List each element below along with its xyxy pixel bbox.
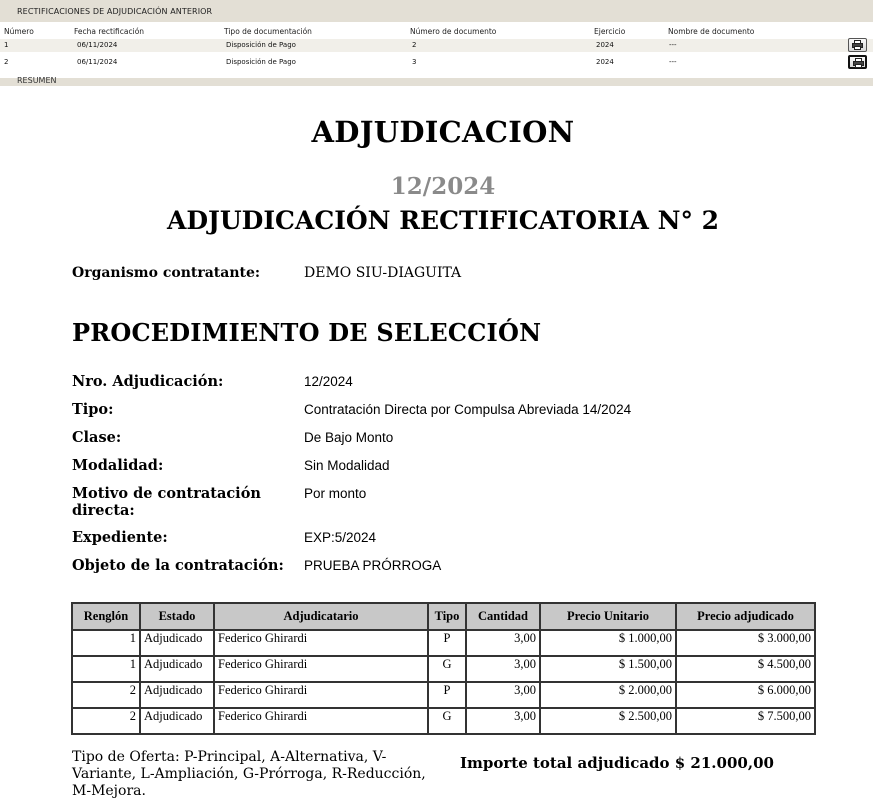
row-ejercicio: 2024 <box>596 41 614 49</box>
organismo-value: DEMO SIU-DIAGUITA <box>304 265 462 281</box>
col-adjudicatario: Adjudicatario <box>214 603 428 630</box>
table-row <box>0 39 873 52</box>
cell-precio-unitario: $ 2.500,00 <box>540 708 676 734</box>
resumen-label: RESUMEN <box>17 76 57 85</box>
cell-renglon: 2 <box>72 708 140 734</box>
row-ejercicio: 2024 <box>596 58 614 66</box>
col-ejercicio: Ejercicio <box>594 27 626 36</box>
items-table-header <box>72 603 815 630</box>
printer-icon <box>853 58 864 68</box>
cell-tipo: G <box>428 656 466 682</box>
cell-precio-adjudicado: $ 4.500,00 <box>676 656 815 682</box>
cell-precio-unitario: $ 1.500,00 <box>540 656 676 682</box>
field-value-tipo: Contratación Directa por Compulsa Abreviada 14/2024 <box>304 402 632 417</box>
cell-adjudicatario: Federico Ghirardi <box>214 656 428 682</box>
field-value-expediente: EXP:5/2024 <box>304 530 377 545</box>
cell-estado: Adjudicado <box>140 630 214 656</box>
table-row <box>72 708 815 734</box>
cell-estado: Adjudicado <box>140 708 214 734</box>
cell-tipo: P <box>428 630 466 656</box>
col-numero: Número <box>4 27 34 36</box>
cell-renglon: 1 <box>72 630 140 656</box>
field-value-clase: De Bajo Monto <box>304 430 394 445</box>
field-value-motivo: Por monto <box>304 486 367 501</box>
col-precio-unitario: Precio Unitario <box>540 603 676 630</box>
document-title: ADJUDICACION <box>311 115 575 149</box>
row-fecha: 06/11/2024 <box>77 58 118 66</box>
cell-estado: Adjudicado <box>140 656 214 682</box>
cell-adjudicatario: Federico Ghirardi <box>214 708 428 734</box>
section-title: PROCEDIMIENTO DE SELECCIÓN <box>72 318 542 347</box>
col-precio-adjudicado: Precio adjudicado <box>676 603 815 630</box>
panel-title: RECTIFICACIONES DE ADJUDICACIÓN ANTERIOR <box>17 7 213 16</box>
document-subtitle: ADJUDICACIÓN RECTIFICATORIA N° 2 <box>166 206 720 235</box>
organismo-label: Organismo contratante: <box>72 265 261 281</box>
importe-total: Importe total adjudicado $ 21.000,00 <box>460 754 774 772</box>
table-row <box>0 56 873 69</box>
field-label-modalidad: Modalidad: <box>72 457 164 474</box>
print-button[interactable] <box>848 55 867 69</box>
document-number: 12/2024 <box>390 173 496 200</box>
row-numero: 1 <box>4 41 9 49</box>
panel-header <box>0 0 873 22</box>
field-value-objeto: PRUEBA PRÓRROGA <box>304 558 442 573</box>
cell-cantidad: 3,00 <box>466 682 540 708</box>
cell-adjudicatario: Federico Ghirardi <box>214 682 428 708</box>
cell-cantidad: 3,00 <box>466 708 540 734</box>
field-label-objeto: Objeto de la contratación: <box>72 557 284 574</box>
field-label-motivo: Motivo de contratación directa: <box>72 485 261 519</box>
field-label-tipo: Tipo: <box>72 401 114 418</box>
cell-tipo: G <box>428 708 466 734</box>
resumen-section-header[interactable] <box>0 78 873 86</box>
row-tipo: Disposición de Pago <box>226 41 296 49</box>
col-tipo: Tipo <box>428 603 466 630</box>
col-numero-documento: Número de documento <box>410 27 497 36</box>
rectificaciones-table <box>0 22 873 86</box>
print-button[interactable] <box>848 38 867 52</box>
cell-adjudicatario: Federico Ghirardi <box>214 630 428 656</box>
table-row <box>72 682 815 708</box>
table-header <box>0 27 873 37</box>
tipo-oferta-legend: Tipo de Oferta: P-Principal, A-Alternativa, V-Variante, L-Ampliación, G-Prórroga, R-Reducción, M-Mejora. <box>72 749 426 799</box>
col-cantidad: Cantidad <box>466 603 540 630</box>
printer-icon <box>852 40 863 50</box>
col-tipo-documentacion: Tipo de documentación <box>224 27 312 36</box>
row-numero: 2 <box>4 58 9 66</box>
table-row <box>72 630 815 656</box>
row-nro-doc: 3 <box>412 58 417 66</box>
cell-renglon: 1 <box>72 656 140 682</box>
col-fecha-rectificacion: Fecha rectificación <box>74 27 145 36</box>
col-estado: Estado <box>140 603 214 630</box>
col-nombre-documento: Nombre de documento <box>668 27 755 36</box>
cell-precio-adjudicado: $ 3.000,00 <box>676 630 815 656</box>
field-label-expediente: Expediente: <box>72 529 168 546</box>
cell-precio-unitario: $ 1.000,00 <box>540 630 676 656</box>
field-label-clase: Clase: <box>72 429 122 446</box>
cell-precio-adjudicado: $ 6.000,00 <box>676 682 815 708</box>
table-row <box>72 656 815 682</box>
cell-precio-unitario: $ 2.000,00 <box>540 682 676 708</box>
field-label-nro-adjudicacion: Nro. Adjudicación: <box>72 373 224 390</box>
cell-cantidad: 3,00 <box>466 630 540 656</box>
cell-renglon: 2 <box>72 682 140 708</box>
row-tipo: Disposición de Pago <box>226 58 296 66</box>
field-value-nro-adjudicacion: 12/2024 <box>304 374 353 389</box>
col-renglon: Renglón <box>72 603 140 630</box>
cell-tipo: P <box>428 682 466 708</box>
field-value-modalidad: Sin Modalidad <box>304 458 390 473</box>
cell-precio-adjudicado: $ 7.500,00 <box>676 708 815 734</box>
row-fecha: 06/11/2024 <box>77 41 118 49</box>
row-nombre: --- <box>669 41 677 49</box>
rectificaciones-panel <box>0 0 873 86</box>
row-nombre: --- <box>669 58 677 66</box>
items-table <box>71 602 816 735</box>
row-nro-doc: 2 <box>412 41 417 49</box>
cell-cantidad: 3,00 <box>466 656 540 682</box>
cell-estado: Adjudicado <box>140 682 214 708</box>
